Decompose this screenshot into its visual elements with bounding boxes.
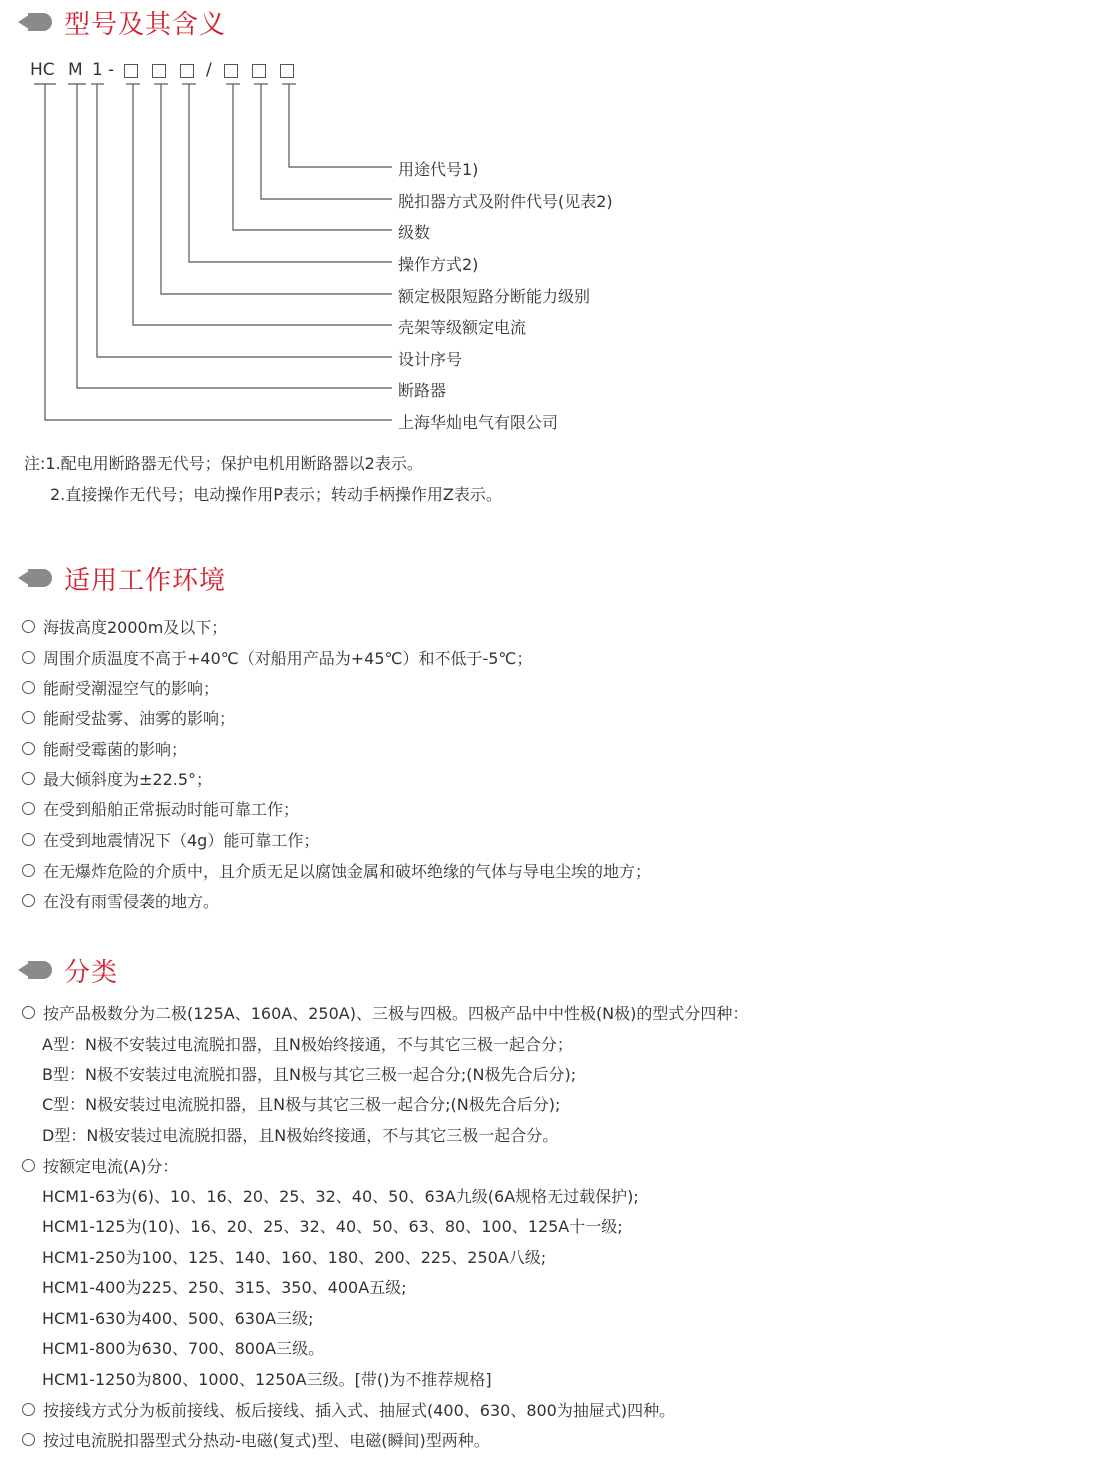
label-design-serial: 设计序号 [398, 350, 463, 369]
env-item: 周围介质温度不高于+40℃（对船用产品为+45℃）和不低于-5℃； [22, 646, 532, 669]
label-usage-code: 用途代号1) [398, 160, 479, 179]
env-item: 在无爆炸危险的介质中，且介质无足以腐蚀金属和破坏绝缘的气体与导电尘埃的地方； [22, 859, 651, 882]
circle-bullet-icon [22, 1403, 35, 1416]
cls-current-800: HCM1-800为630、700、800A三级。 [42, 1339, 325, 1358]
cls-current-125: HCM1-125为(10)、16、20、25、32、40、50、63、80、100、125A十一级; [42, 1217, 623, 1236]
cls-current-1250: HCM1-1250为800、1000、1250A三级。[带()为不推荐规格] [42, 1370, 492, 1389]
label-breaker: 断路器 [398, 381, 447, 400]
cls-item-poles: 按产品极数分为二极(125A、160A、250A)、三极与四极。四极产品中中性极(N极)的型式分四种： [22, 1001, 748, 1024]
label-trip-accessory-code: 脱扣器方式及附件代号(见表2) [398, 192, 613, 211]
env-item: 能耐受潮湿空气的影响； [22, 676, 219, 699]
circle-bullet-icon [22, 742, 35, 755]
label-frame-current: 壳架等级额定电流 [398, 318, 527, 337]
circle-bullet-icon [22, 894, 35, 907]
circle-bullet-icon [22, 1006, 35, 1019]
cls-sub-a: A型：N极不安装过电流脱扣器，且N极始终接通，不与其它三极一起合分； [42, 1035, 573, 1054]
code-dash: - [108, 60, 115, 80]
cls-sub-c: C型：N极安装过电流脱扣器，且N极与其它三极一起合分;(N极先合后分); [42, 1095, 561, 1114]
section-bullet-icon [18, 961, 52, 979]
cls-sub-b: B型：N极不安装过电流脱扣器，且N极与其它三极一起合分;(N极先合后分); [42, 1065, 577, 1084]
circle-bullet-icon [22, 1159, 35, 1172]
label-poles: 级数 [398, 223, 431, 242]
circle-bullet-icon [22, 620, 35, 633]
cls-current-400: HCM1-400为225、250、315、350、400A五级; [42, 1278, 407, 1297]
circle-bullet-icon [22, 681, 35, 694]
circle-bullet-icon [22, 772, 35, 785]
cls-sub-d: D型：N极安装过电流脱扣器，且N极始终接通，不与其它三极一起合分。 [42, 1126, 559, 1145]
env-item: 在受到地震情况下（4g）能可靠工作； [22, 828, 319, 851]
section-title-cls [18, 950, 118, 990]
cls-current-630: HCM1-630为400、500、630A三级; [42, 1309, 314, 1328]
circle-bullet-icon [22, 833, 35, 846]
cls-item-current: 按额定电流(A)分： [22, 1154, 178, 1177]
circle-bullet-icon [22, 802, 35, 815]
code-m: M [68, 60, 83, 80]
label-breaking-capacity: 额定极限短路分断能力级别 [398, 287, 591, 306]
env-item: 能耐受盐雾、油雾的影响； [22, 706, 235, 729]
section-bullet-icon [18, 569, 52, 587]
cls-current-63: HCM1-63为(6)、10、16、20、25、32、40、50、63A九级(6A规格无过载保护); [42, 1187, 639, 1206]
circle-bullet-icon [22, 1433, 35, 1446]
note-1: 注:1.配电用断路器无代号；保护电机用断路器以2表示。 [24, 454, 423, 473]
cls-item-wiring: 按接线方式分为板前接线、板后接线、插入式、抽屉式(400、630、800为抽屉式)四种。 [22, 1398, 675, 1421]
label-operation-mode: 操作方式2) [398, 255, 479, 274]
env-item: 能耐受霉菌的影响； [22, 737, 187, 760]
section-title-text: 分类 [64, 957, 119, 988]
env-item: 在没有雨雪侵袭的地方。 [22, 889, 219, 912]
env-item: 最大倾斜度为±22.5°； [22, 767, 212, 790]
circle-bullet-icon [22, 711, 35, 724]
section-title-env [18, 558, 226, 598]
code-slash: / [206, 60, 212, 80]
code-1: 1 [92, 60, 103, 80]
code-connector-lines [0, 0, 1100, 440]
cls-current-250: HCM1-250为100、125、140、160、180、200、225、250A八级; [42, 1248, 547, 1267]
code-hc: HC [30, 60, 55, 80]
circle-bullet-icon [22, 864, 35, 877]
circle-bullet-icon [22, 651, 35, 664]
note-2: 2.直接操作无代号；电动操作用P表示；转动手柄操作用Z表示。 [50, 485, 502, 504]
env-item: 在受到船舶正常振动时能可靠工作； [22, 797, 299, 820]
label-company: 上海华灿电气有限公司 [398, 413, 559, 432]
section-title-text: 型号及其含义 [64, 9, 227, 40]
cls-item-trip-type: 按过电流脱扣器型式分热动-电磁(复式)型、电磁(瞬间)型两种。 [22, 1428, 490, 1451]
section-title-text: 适用工作环境 [64, 565, 227, 596]
env-item: 海拔高度2000m及以下； [22, 615, 227, 638]
